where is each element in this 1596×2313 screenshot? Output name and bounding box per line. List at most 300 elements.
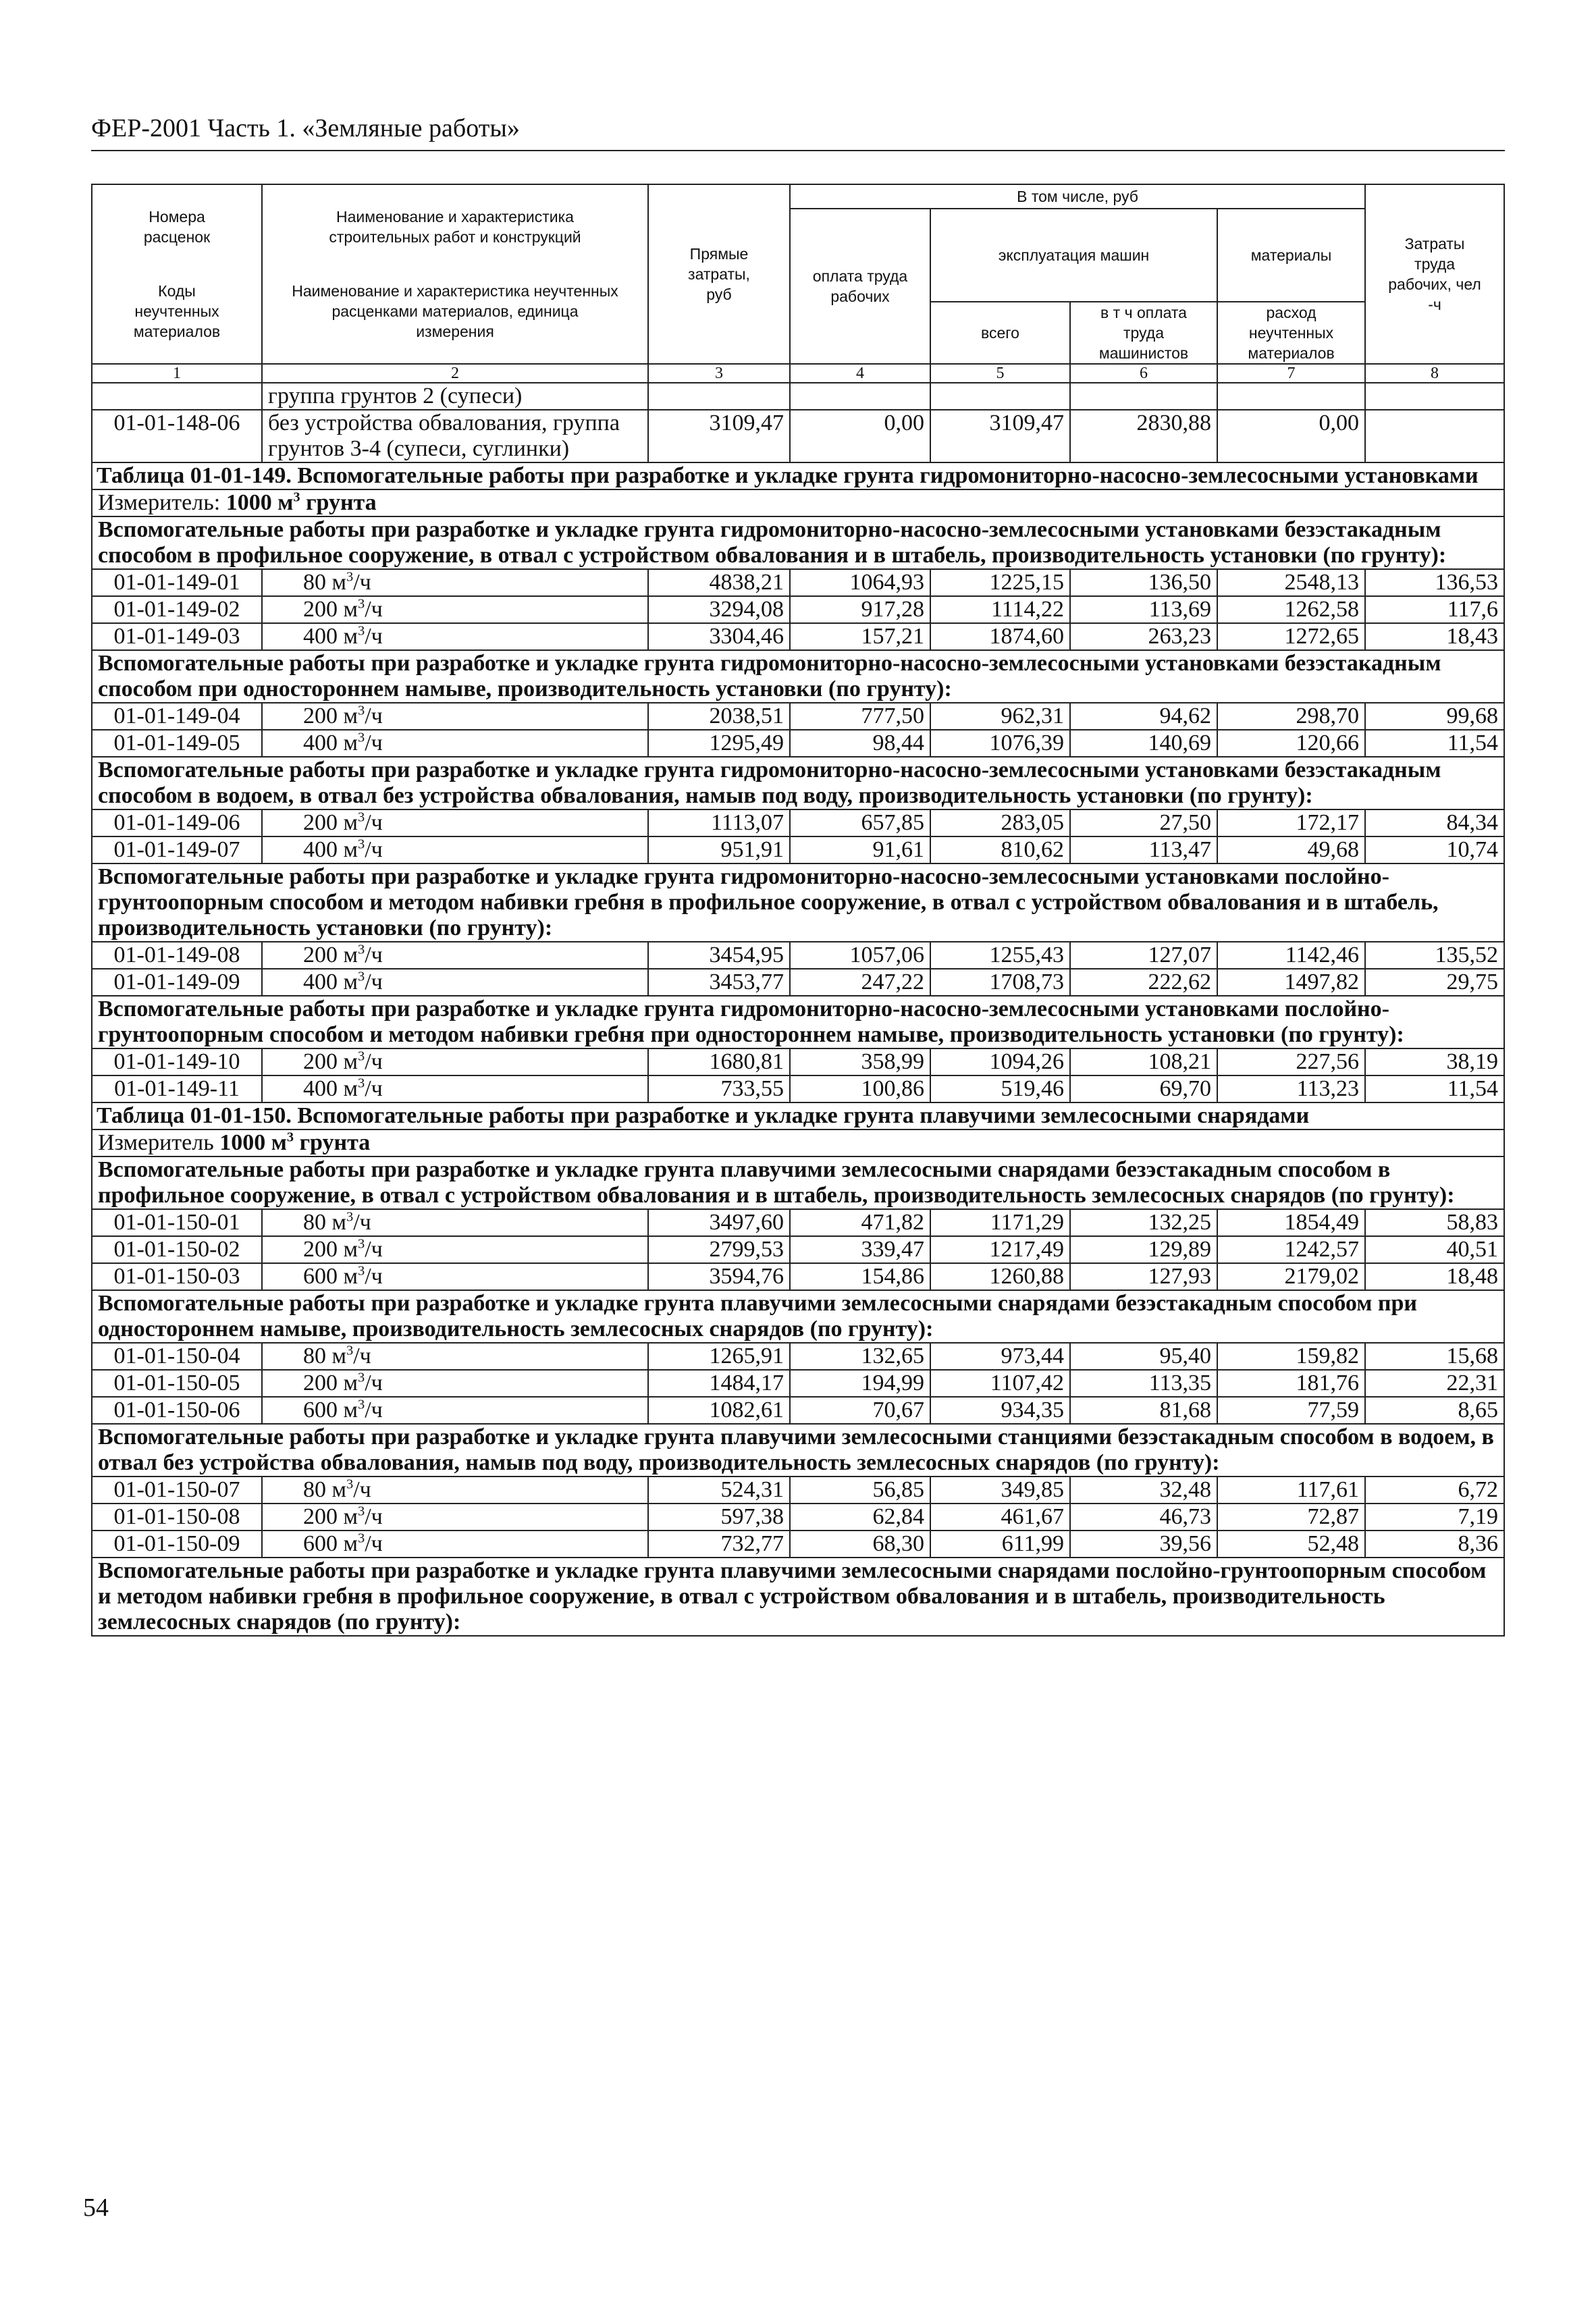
material-cost-cell: 117,61 bbox=[1217, 1477, 1365, 1504]
unit-text: /ч bbox=[365, 942, 383, 967]
labor-cost-cell: 917,28 bbox=[790, 596, 930, 623]
rate-name bbox=[262, 1397, 648, 1424]
section-title: Вспомогательные работы при разработке и укладке грунта плавучими землесосными снарядами безэстакадным способом при одностороннем намыве, производительность землесосных снарядов (по грунту): bbox=[92, 1290, 1504, 1343]
rate-code: 01-01-148-06 bbox=[92, 410, 262, 462]
section-title-row bbox=[92, 996, 1504, 1048]
col1-header bbox=[92, 184, 262, 364]
table-row bbox=[92, 703, 1504, 730]
rate-code: 01-01-150-06 bbox=[92, 1397, 262, 1424]
rate-name bbox=[262, 1370, 648, 1397]
machinist-cost-cell: 113,69 bbox=[1070, 596, 1217, 623]
rate-name bbox=[262, 1343, 648, 1370]
rate-code: 01-01-150-09 bbox=[92, 1531, 262, 1558]
rate-name-text: 80 м bbox=[303, 570, 347, 595]
labor-hours-cell: 40,51 bbox=[1365, 1236, 1504, 1263]
table-row bbox=[92, 969, 1504, 996]
machinist-cost-cell: 129,89 bbox=[1070, 1236, 1217, 1263]
measure-row bbox=[92, 1129, 1504, 1156]
labor-cost-cell: 777,50 bbox=[790, 703, 930, 730]
material-cost-cell: 0,00 bbox=[1217, 410, 1365, 462]
col2-header-bottom: Наименование и характеристика неучтенных расценками материалов, единица измерения bbox=[292, 282, 618, 340]
unit-text: /ч bbox=[365, 969, 383, 994]
rate-name-text: 400 м bbox=[303, 837, 358, 862]
labor-hours-cell: 11,54 bbox=[1365, 730, 1504, 757]
table-title-text: Вспомогательные работы при разработке и укладке грунта плавучими землесосными снарядами bbox=[297, 1103, 1310, 1128]
labor-hours-cell: 84,34 bbox=[1365, 809, 1504, 836]
labor-cost-cell: 157,21 bbox=[790, 623, 930, 650]
unit-text: /ч bbox=[365, 810, 383, 835]
table-row bbox=[92, 1370, 1504, 1397]
machine-cost-cell: 1708,73 bbox=[930, 969, 1070, 996]
section-title: Вспомогательные работы при разработке и укладке грунта гидромониторно-насосно-землесосными установками послойно-грунтоопорным способом и методом набивки гребня при одностороннем намыве, производительность установки (по грунту): bbox=[92, 996, 1504, 1048]
table-row bbox=[92, 1343, 1504, 1370]
rate-name bbox=[262, 383, 648, 410]
unit-text: /ч bbox=[365, 597, 383, 622]
table-title-prefix: Таблица 01-01-150. bbox=[97, 1103, 292, 1128]
labor-cost-cell: 70,67 bbox=[790, 1397, 930, 1424]
unit-superscript: 3 bbox=[358, 836, 365, 852]
section-title: Вспомогательные работы при разработке и укладке грунта плавучими землесосными снарядами безэстакадным способом в профильное сооружение, в отвал с устройством обвалования и в штабель, производительность землесосных снарядов (по грунту): bbox=[92, 1156, 1504, 1209]
machine-cost-cell: 519,46 bbox=[930, 1075, 1070, 1102]
machine-cost-cell: 1107,42 bbox=[930, 1370, 1070, 1397]
machine-cost-cell: 810,62 bbox=[930, 836, 1070, 863]
rate-code: 01-01-149-11 bbox=[92, 1075, 262, 1102]
rate-code: 01-01-149-02 bbox=[92, 596, 262, 623]
rate-code: 01-01-149-10 bbox=[92, 1048, 262, 1075]
material-cost-cell: 1272,65 bbox=[1217, 623, 1365, 650]
table-row bbox=[92, 383, 1504, 410]
section-title: Вспомогательные работы при разработке и укладке грунта гидромониторно-насосно-землесосными установками безэстакадным способом в профильное сооружение, в отвал с устройством обвалования и в штабель, производительность установки (по грунту): bbox=[92, 516, 1504, 569]
table-row bbox=[92, 809, 1504, 836]
unit-superscript: 3 bbox=[346, 569, 354, 585]
unit-superscript: 3 bbox=[346, 1477, 354, 1492]
table-title bbox=[92, 1102, 1504, 1129]
table-title-row bbox=[92, 1102, 1504, 1129]
machinist-cost-cell bbox=[1070, 383, 1217, 410]
rate-name-text: 200 м bbox=[303, 597, 358, 622]
machine-cost-cell: 283,05 bbox=[930, 809, 1070, 836]
machinist-cost-cell: 46,73 bbox=[1070, 1504, 1217, 1531]
machinist-cost-cell: 81,68 bbox=[1070, 1397, 1217, 1424]
rate-name-text: без устройства обвалования, группа грунтов 3-4 (супеси, суглинки) bbox=[268, 410, 620, 461]
material-cost-cell: 1142,46 bbox=[1217, 942, 1365, 969]
section-title-row bbox=[92, 516, 1504, 569]
rate-code: 01-01-150-04 bbox=[92, 1343, 262, 1370]
machine-cost-cell: 962,31 bbox=[930, 703, 1070, 730]
material-cost-cell: 159,82 bbox=[1217, 1343, 1365, 1370]
rate-name bbox=[262, 410, 648, 462]
labor-hours-cell: 136,53 bbox=[1365, 569, 1504, 596]
unit-superscript: 3 bbox=[358, 969, 365, 984]
rate-name-text: 400 м bbox=[303, 730, 358, 755]
measure-value-text: 1000 м bbox=[219, 1130, 287, 1155]
table-title-prefix: Таблица 01-01-149. bbox=[97, 463, 292, 488]
unit-superscript: 3 bbox=[358, 703, 365, 718]
rate-name bbox=[262, 730, 648, 757]
machine-cost-cell: 1094,26 bbox=[930, 1048, 1070, 1075]
rate-name-text: 400 м bbox=[303, 1076, 358, 1101]
labor-cost-cell: 1064,93 bbox=[790, 569, 930, 596]
rate-name bbox=[262, 569, 648, 596]
direct-cost-cell: 951,91 bbox=[648, 836, 790, 863]
unit-text: /ч bbox=[353, 1477, 371, 1502]
machine-cost-cell: 349,85 bbox=[930, 1477, 1070, 1504]
section-title-row bbox=[92, 1290, 1504, 1343]
section-title: Вспомогательные работы при разработке и укладке грунта плавучими землесосными снарядами послойно-грунтоопорным способом и методом набивки гребня в профильное сооружение, в отвал с устройством обвалования и в штабель, производительность землесосных снарядов (по грунту): bbox=[92, 1558, 1504, 1636]
machine-cost-cell: 611,99 bbox=[930, 1531, 1070, 1558]
measure-value bbox=[219, 1130, 370, 1155]
labor-cost-cell: 100,86 bbox=[790, 1075, 930, 1102]
direct-cost-cell: 2799,53 bbox=[648, 1236, 790, 1263]
rate-name-text: 80 м bbox=[303, 1477, 347, 1502]
material-cost-cell: 72,87 bbox=[1217, 1504, 1365, 1531]
section-title-row bbox=[92, 1156, 1504, 1209]
labor-cost-cell: 68,30 bbox=[790, 1531, 930, 1558]
material-cost-cell: 1242,57 bbox=[1217, 1236, 1365, 1263]
machinist-cost-cell: 32,48 bbox=[1070, 1477, 1217, 1504]
labor-hours-cell: 135,52 bbox=[1365, 942, 1504, 969]
labor-hours-cell: 6,72 bbox=[1365, 1477, 1504, 1504]
col1-header-bottom: Коды неучтенных материалов bbox=[133, 282, 221, 340]
direct-cost-cell: 3109,47 bbox=[648, 410, 790, 462]
group-header: В том числе, руб bbox=[790, 184, 1365, 209]
labor-cost-cell: 657,85 bbox=[790, 809, 930, 836]
direct-cost-cell: 3497,60 bbox=[648, 1209, 790, 1236]
rate-code bbox=[92, 383, 262, 410]
labor-cost-cell: 154,86 bbox=[790, 1263, 930, 1290]
unit-text: /ч bbox=[353, 570, 371, 595]
unit-superscript: 3 bbox=[346, 1343, 354, 1358]
section-title: Вспомогательные работы при разработке и укладке грунта гидромониторно-насосно-землесосными установками безэстакадным способом в водоем, в отвал без устройства обвалования, намыв под воду, производительность установки (по грунту): bbox=[92, 757, 1504, 809]
table-row bbox=[92, 1048, 1504, 1075]
direct-cost-cell: 2038,51 bbox=[648, 703, 790, 730]
unit-text: /ч bbox=[365, 624, 383, 649]
rate-name bbox=[262, 596, 648, 623]
rate-name bbox=[262, 969, 648, 996]
rate-code: 01-01-149-06 bbox=[92, 809, 262, 836]
rate-name bbox=[262, 1263, 648, 1290]
rate-name-text: 80 м bbox=[303, 1344, 347, 1368]
page-header: ФЕР-2001 Часть 1. «Земляные работы» bbox=[91, 114, 520, 142]
table-row bbox=[92, 596, 1504, 623]
material-cost-cell: 298,70 bbox=[1217, 703, 1365, 730]
page-number: 54 bbox=[83, 2194, 109, 2222]
column-number-row bbox=[92, 364, 1504, 383]
direct-cost-cell: 732,77 bbox=[648, 1531, 790, 1558]
labor-hours-cell: 99,68 bbox=[1365, 703, 1504, 730]
labor-cost-cell: 62,84 bbox=[790, 1504, 930, 1531]
machinist-cost-cell: 2830,88 bbox=[1070, 410, 1217, 462]
machine-cost-cell: 934,35 bbox=[930, 1397, 1070, 1424]
unit-text: /ч bbox=[365, 730, 383, 755]
rate-name bbox=[262, 836, 648, 863]
rate-name bbox=[262, 1504, 648, 1531]
rate-code: 01-01-149-05 bbox=[92, 730, 262, 757]
rate-code: 01-01-149-09 bbox=[92, 969, 262, 996]
material-cost-cell: 2548,13 bbox=[1217, 569, 1365, 596]
column-number: 8 bbox=[1365, 364, 1504, 383]
material-cost-cell: 120,66 bbox=[1217, 730, 1365, 757]
labor-cost-cell: 56,85 bbox=[790, 1477, 930, 1504]
section-title-row bbox=[92, 1558, 1504, 1636]
column-number: 7 bbox=[1217, 364, 1365, 383]
rate-code: 01-01-150-03 bbox=[92, 1263, 262, 1290]
rate-code: 01-01-149-07 bbox=[92, 836, 262, 863]
rate-name bbox=[262, 1048, 648, 1075]
direct-cost-cell: 524,31 bbox=[648, 1477, 790, 1504]
labor-cost-cell: 98,44 bbox=[790, 730, 930, 757]
measure-label: Измеритель: bbox=[98, 490, 221, 515]
col1-header-top: Номера расценок bbox=[143, 208, 211, 246]
machinist-cost-cell: 127,07 bbox=[1070, 942, 1217, 969]
column-number: 5 bbox=[930, 364, 1070, 383]
column-number: 2 bbox=[262, 364, 648, 383]
section-title: Вспомогательные работы при разработке и укладке грунта гидромониторно-насосно-землесосными установками безэстакадным способом при одностороннем намыве, производительность установки (по грунту): bbox=[92, 650, 1504, 703]
rate-name-text: 200 м bbox=[303, 942, 358, 967]
unit-text: /ч bbox=[365, 1504, 383, 1529]
labor-cost-cell: 132,65 bbox=[790, 1343, 930, 1370]
table-row bbox=[92, 1504, 1504, 1531]
direct-cost-cell: 3294,08 bbox=[648, 596, 790, 623]
unit-text: /ч bbox=[365, 1371, 383, 1395]
unit-superscript: 3 bbox=[358, 809, 365, 825]
table-row bbox=[92, 1397, 1504, 1424]
rate-code: 01-01-149-04 bbox=[92, 703, 262, 730]
rate-name-text: группа грунтов 2 (супеси) bbox=[268, 383, 523, 408]
material-cost-cell: 1262,58 bbox=[1217, 596, 1365, 623]
rate-code: 01-01-150-01 bbox=[92, 1209, 262, 1236]
rate-name-text: 200 м bbox=[303, 1371, 358, 1395]
rate-code: 01-01-149-03 bbox=[92, 623, 262, 650]
material-cost-cell bbox=[1217, 383, 1365, 410]
unit-superscript: 3 bbox=[346, 1209, 354, 1225]
labor-cost-cell: 358,99 bbox=[790, 1048, 930, 1075]
rate-name-text: 400 м bbox=[303, 969, 358, 994]
labor-hours-cell: 8,36 bbox=[1365, 1531, 1504, 1558]
rate-name-text: 200 м bbox=[303, 1237, 358, 1262]
table-title bbox=[92, 462, 1504, 489]
table-row bbox=[92, 730, 1504, 757]
machine-cost-cell bbox=[930, 383, 1070, 410]
machine-cost-cell: 973,44 bbox=[930, 1343, 1070, 1370]
machine-cost-cell: 461,67 bbox=[930, 1504, 1070, 1531]
direct-cost-cell: 1295,49 bbox=[648, 730, 790, 757]
measure-row bbox=[92, 489, 1504, 516]
machine-cost-cell: 1255,43 bbox=[930, 942, 1070, 969]
unit-text: /ч bbox=[353, 1344, 371, 1368]
labor-hours-cell bbox=[1365, 383, 1504, 410]
material-cost-cell: 113,23 bbox=[1217, 1075, 1365, 1102]
measure-unit bbox=[92, 489, 1504, 516]
rate-name bbox=[262, 623, 648, 650]
rate-name-text: 200 м bbox=[303, 1504, 358, 1529]
rate-code: 01-01-150-08 bbox=[92, 1504, 262, 1531]
rate-name bbox=[262, 942, 648, 969]
rate-name bbox=[262, 1075, 648, 1102]
table-row bbox=[92, 942, 1504, 969]
machinist-cost-cell: 27,50 bbox=[1070, 809, 1217, 836]
machine-cost-cell: 1076,39 bbox=[930, 730, 1070, 757]
machinist-cost-cell: 222,62 bbox=[1070, 969, 1217, 996]
machine-cost-cell: 1225,15 bbox=[930, 569, 1070, 596]
labor-hours-cell: 8,65 bbox=[1365, 1397, 1504, 1424]
section-title: Вспомогательные работы при разработке и укладке грунта плавучими землесосными станциями безэстакадным способом в водоем, в отвал без устройства обвалования, намыв под воду, производительность землесосных снарядов (по грунту): bbox=[92, 1424, 1504, 1477]
table-row bbox=[92, 410, 1504, 462]
unit-superscript: 3 bbox=[358, 623, 365, 639]
table-row bbox=[92, 1236, 1504, 1263]
rate-name bbox=[262, 1236, 648, 1263]
material-cost-cell: 1497,82 bbox=[1217, 969, 1365, 996]
rate-name bbox=[262, 1477, 648, 1504]
rate-name-text: 600 м bbox=[303, 1398, 358, 1423]
table-row bbox=[92, 1075, 1504, 1102]
table-row bbox=[92, 569, 1504, 596]
section-title-row bbox=[92, 863, 1504, 942]
price-table bbox=[91, 184, 1505, 1637]
labor-cost-cell: 247,22 bbox=[790, 969, 930, 996]
measure-value bbox=[226, 490, 377, 515]
table-row bbox=[92, 1209, 1504, 1236]
materials-header: материалы bbox=[1217, 209, 1365, 302]
machinist-cost-cell: 127,93 bbox=[1070, 1263, 1217, 1290]
col3-header: Прямые затраты, руб bbox=[648, 184, 790, 364]
table-row bbox=[92, 836, 1504, 863]
machinist-cost-cell: 108,21 bbox=[1070, 1048, 1217, 1075]
header-rule bbox=[91, 150, 1505, 151]
column-number: 1 bbox=[92, 364, 262, 383]
direct-cost-cell: 3304,46 bbox=[648, 623, 790, 650]
col6-header: в т ч оплата труда машинистов bbox=[1070, 302, 1217, 364]
material-cost-cell: 49,68 bbox=[1217, 836, 1365, 863]
unit-text: /ч bbox=[365, 1237, 383, 1262]
labor-hours-cell: 58,83 bbox=[1365, 1209, 1504, 1236]
rate-name-text: 400 м bbox=[303, 624, 358, 649]
labor-hours-cell: 11,54 bbox=[1365, 1075, 1504, 1102]
machinist-cost-cell: 136,50 bbox=[1070, 569, 1217, 596]
labor-cost-cell bbox=[790, 383, 930, 410]
labor-hours-cell bbox=[1365, 410, 1504, 462]
unit-superscript: 3 bbox=[358, 1263, 365, 1279]
machinist-cost-cell: 94,62 bbox=[1070, 703, 1217, 730]
col8-header: Затраты труда рабочих, чел -ч bbox=[1365, 184, 1504, 364]
col7-header: расход неучтенных материалов bbox=[1217, 302, 1365, 364]
machinist-cost-cell: 132,25 bbox=[1070, 1209, 1217, 1236]
labor-cost-cell: 471,82 bbox=[790, 1209, 930, 1236]
section-title: Вспомогательные работы при разработке и укладке грунта гидромониторно-насосно-землесосными установками послойно-грунтоопорным способом и методом набивки гребня в профильное сооружение, в отвал с устройством обвалования и в штабель, производительность установки (по грунту): bbox=[92, 863, 1504, 942]
labor-hours-cell: 18,48 bbox=[1365, 1263, 1504, 1290]
rate-name bbox=[262, 1531, 648, 1558]
unit-superscript: 3 bbox=[358, 1236, 365, 1252]
table-row bbox=[92, 1531, 1504, 1558]
unit-text: /ч bbox=[353, 1210, 371, 1235]
table-title-text: Вспомогательные работы при разработке и укладке грунта гидромониторно-насосно-землесосными установками bbox=[297, 463, 1479, 488]
machine-cost-cell: 1874,60 bbox=[930, 623, 1070, 650]
labor-hours-cell: 18,43 bbox=[1365, 623, 1504, 650]
unit-text: /ч bbox=[365, 1398, 383, 1423]
rate-name-text: 80 м bbox=[303, 1210, 347, 1235]
machine-cost-cell: 1260,88 bbox=[930, 1263, 1070, 1290]
rate-name-text: 600 м bbox=[303, 1531, 358, 1556]
rate-code: 01-01-149-08 bbox=[92, 942, 262, 969]
table-title-row bbox=[92, 462, 1504, 489]
direct-cost-cell: 1113,07 bbox=[648, 809, 790, 836]
rate-code: 01-01-149-01 bbox=[92, 569, 262, 596]
machine-cost-cell: 1171,29 bbox=[930, 1209, 1070, 1236]
labor-cost-cell: 339,47 bbox=[790, 1236, 930, 1263]
material-cost-cell: 227,56 bbox=[1217, 1048, 1365, 1075]
header-row-1 bbox=[92, 184, 1504, 209]
measure-superscript: 3 bbox=[286, 1129, 294, 1145]
direct-cost-cell bbox=[648, 383, 790, 410]
machine-cost-cell: 1217,49 bbox=[930, 1236, 1070, 1263]
unit-text: /ч bbox=[365, 1531, 383, 1556]
rate-name-text: 200 м bbox=[303, 810, 358, 835]
labor-hours-cell: 117,6 bbox=[1365, 596, 1504, 623]
rate-code: 01-01-150-02 bbox=[92, 1236, 262, 1263]
machinist-cost-cell: 39,56 bbox=[1070, 1531, 1217, 1558]
labor-hours-cell: 38,19 bbox=[1365, 1048, 1504, 1075]
unit-superscript: 3 bbox=[358, 1048, 365, 1064]
unit-text: /ч bbox=[365, 837, 383, 862]
machinist-cost-cell: 69,70 bbox=[1070, 1075, 1217, 1102]
direct-cost-cell: 3453,77 bbox=[648, 969, 790, 996]
material-cost-cell: 52,48 bbox=[1217, 1531, 1365, 1558]
unit-text: /ч bbox=[365, 1076, 383, 1101]
table-row bbox=[92, 623, 1504, 650]
material-cost-cell: 77,59 bbox=[1217, 1397, 1365, 1424]
measure-unit-text: грунта bbox=[299, 1130, 371, 1155]
labor-cost-cell: 1057,06 bbox=[790, 942, 930, 969]
labor-cost-cell: 0,00 bbox=[790, 410, 930, 462]
unit-superscript: 3 bbox=[358, 1075, 365, 1091]
table-row bbox=[92, 1477, 1504, 1504]
labor-hours-cell: 10,74 bbox=[1365, 836, 1504, 863]
rate-code: 01-01-150-07 bbox=[92, 1477, 262, 1504]
material-cost-cell: 2179,02 bbox=[1217, 1263, 1365, 1290]
section-title-row bbox=[92, 757, 1504, 809]
labor-hours-cell: 15,68 bbox=[1365, 1343, 1504, 1370]
machinist-cost-cell: 95,40 bbox=[1070, 1343, 1217, 1370]
direct-cost-cell: 1265,91 bbox=[648, 1343, 790, 1370]
unit-superscript: 3 bbox=[358, 1504, 365, 1519]
column-number: 6 bbox=[1070, 364, 1217, 383]
machinist-cost-cell: 140,69 bbox=[1070, 730, 1217, 757]
unit-text: /ч bbox=[365, 1264, 383, 1289]
machines-header: эксплуатация машин bbox=[930, 209, 1217, 302]
col4-header: оплата труда рабочих bbox=[790, 209, 930, 364]
rate-code: 01-01-150-05 bbox=[92, 1370, 262, 1397]
measure-unit bbox=[92, 1129, 1504, 1156]
rate-name-text: 200 м bbox=[303, 1049, 358, 1074]
unit-superscript: 3 bbox=[358, 1531, 365, 1546]
labor-cost-cell: 194,99 bbox=[790, 1370, 930, 1397]
unit-text: /ч bbox=[365, 703, 383, 728]
rate-name-text: 200 м bbox=[303, 703, 358, 728]
direct-cost-cell: 1680,81 bbox=[648, 1048, 790, 1075]
machinist-cost-cell: 263,23 bbox=[1070, 623, 1217, 650]
section-title-row bbox=[92, 1424, 1504, 1477]
measure-label: Измеритель bbox=[98, 1130, 214, 1155]
direct-cost-cell: 3594,76 bbox=[648, 1263, 790, 1290]
col2-header bbox=[262, 184, 648, 364]
unit-superscript: 3 bbox=[358, 942, 365, 957]
direct-cost-cell: 1484,17 bbox=[648, 1370, 790, 1397]
material-cost-cell: 181,76 bbox=[1217, 1370, 1365, 1397]
machinist-cost-cell: 113,35 bbox=[1070, 1370, 1217, 1397]
unit-text: /ч bbox=[365, 1049, 383, 1074]
direct-cost-cell: 1082,61 bbox=[648, 1397, 790, 1424]
labor-hours-cell: 7,19 bbox=[1365, 1504, 1504, 1531]
